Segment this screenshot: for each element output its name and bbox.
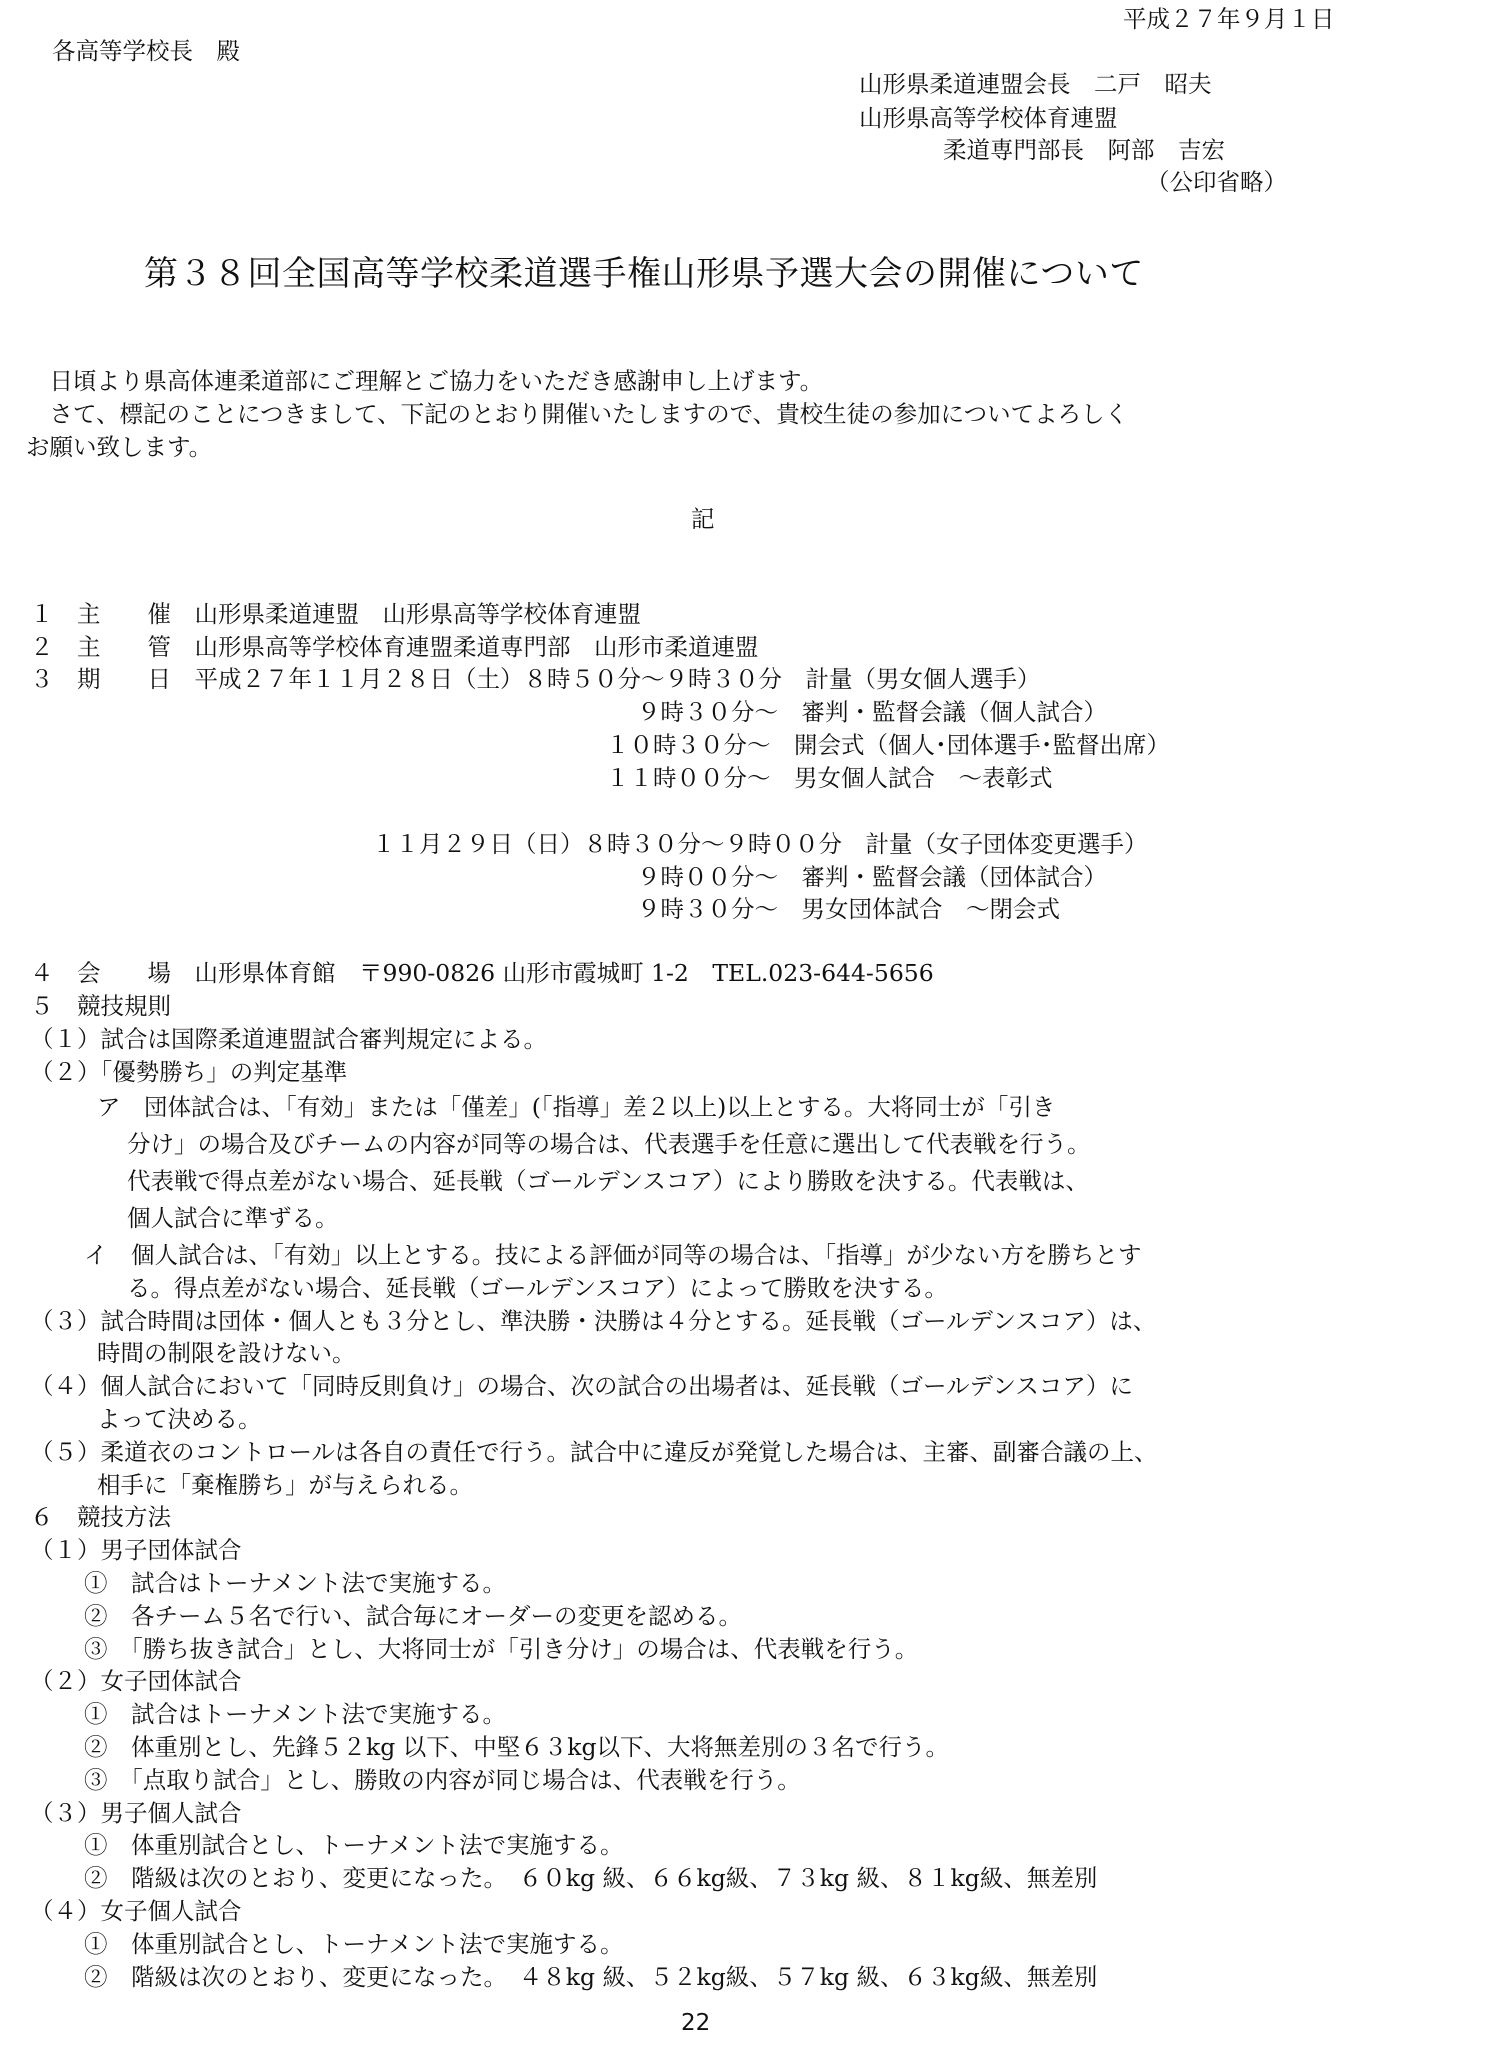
method-line: ② 階級は次のとおり、変更になった。 ４８kg 級、５２kg級、５７kg 級、６３kg級、無差別: [84, 1963, 1098, 1991]
ki-heading: 記: [691, 505, 715, 533]
rule-line: 相手に「棄権勝ち」が与えられる。: [97, 1471, 473, 1499]
rule-line: 個人試合に準ずる。: [127, 1204, 339, 1232]
sender-line-3: 柔道専門部長 阿部 吉宏: [943, 136, 1225, 164]
schedule-line: ９時３０分～ 男女団体試合 ～閉会式: [637, 895, 1060, 923]
rule-line: （１）試合は国際柔道連盟試合審判規定による。: [30, 1025, 547, 1053]
item-date: ３ 期 日 平成２７年１１月２８日（土）８時５０分～９時３０分 計量（男女個人選手）: [30, 665, 1041, 693]
item-venue: ４ 会 場 山形県体育館 〒990-0826 山形市霞城町 1-2 TEL.023-644-5656: [30, 959, 934, 987]
item-organizer: ２ 主 管 山形県高等学校体育連盟柔道専門部 山形市柔道連盟: [30, 633, 759, 661]
intro-line-1: 日頃より県高体連柔道部にご理解とご協力をいただき感謝申し上げます。: [26, 367, 824, 395]
method-heading: （２）女子団体試合: [30, 1667, 242, 1695]
addressee: 各高等学校長 殿: [52, 37, 240, 65]
sender-line-2: 山形県高等学校体育連盟: [859, 104, 1118, 132]
rule-line: （５）柔道衣のコントロールは各自の責任で行う。試合中に違反が発覚した場合は、主審、副審合議の上、: [30, 1438, 1158, 1466]
document-date: 平成２７年９月１日: [1123, 5, 1335, 33]
rule-line: イ 個人試合は、「有効」以上とする。技による評価が同等の場合は、「指導」が少ない方を勝ちとす: [84, 1241, 1142, 1269]
rule-line: ア 団体試合は、「有効」または「僅差」(「指導」差２以上)以上とする。大将同士が「引き: [97, 1093, 1056, 1121]
method-heading: （３）男子個人試合: [30, 1799, 242, 1827]
item-sponsor: １ 主 催 山形県柔道連盟 山形県高等学校体育連盟: [30, 600, 641, 628]
rule-line: （４）個人試合において「同時反則負け」の場合、次の試合の出場者は、延長戦（ゴールデンスコア）に: [30, 1372, 1133, 1400]
rule-line: （３）試合時間は団体・個人とも３分とし、準決勝・決勝は４分とする。延長戦（ゴールデンスコア）は、: [30, 1307, 1157, 1335]
method-line: ① 体重別試合とし、トーナメント法で実施する。: [84, 1930, 624, 1958]
method-heading: （１）男子団体試合: [30, 1536, 242, 1564]
method-line: ① 試合はトーナメント法で実施する。: [84, 1569, 507, 1597]
page-title: 第３８回全国高等学校柔道選手権山形県予選大会の開催について: [144, 254, 1144, 294]
schedule-line: ９時３０分～ 審判・監督会議（個人試合）: [637, 698, 1107, 726]
method-line: ① 試合はトーナメント法で実施する。: [84, 1700, 507, 1728]
method-line: ① 体重別試合とし、トーナメント法で実施する。: [84, 1831, 624, 1859]
intro-line-2: さて、標記のことにつきまして、下記のとおり開催いたしますので、貴校生徒の参加についてよろしく: [26, 400, 1129, 428]
schedule-line: １０時３０分～ 開会式（個人･団体選手･監督出席）: [606, 731, 1170, 759]
rule-line: る。得点差がない場合、延長戦（ゴールデンスコア）によって勝敗を決する。: [127, 1274, 948, 1302]
intro-line-3: お願い致します。: [26, 433, 213, 461]
method-line: ② 各チーム５名で行い、試合毎にオーダーの変更を認める。: [84, 1602, 742, 1630]
item-methods-heading: ６ 競技方法: [30, 1503, 171, 1531]
method-line: ② 体重別とし、先鋒５２kg 以下、中堅６３kg以下、大将無差別の３名で行う。: [84, 1733, 950, 1761]
sender-line-1: 山形県柔道連盟会長 二戸 昭夫: [859, 70, 1212, 98]
schedule-line: １１時００分～ 男女個人試合 ～表彰式: [606, 764, 1053, 792]
rule-line: よって決める。: [97, 1405, 262, 1433]
method-line: ② 階級は次のとおり、変更になった。 ６０kg 級、６６kg級、７３kg 級、８１kg級、無差別: [84, 1864, 1098, 1892]
schedule-line: １１月２９日（日）８時３０分～９時００分 計量（女子団体変更選手）: [372, 830, 1148, 858]
item-rules-heading: ５ 競技規則: [30, 992, 171, 1020]
rule-line: 時間の制限を設けない。: [97, 1339, 356, 1367]
method-heading: （４）女子個人試合: [30, 1897, 242, 1925]
rule-line: （２）「優勢勝ち」の判定基準: [30, 1058, 348, 1086]
method-line: ③ 「勝ち抜き試合」とし、大将同士が「引き分け」の場合は、代表戦を行う。: [84, 1635, 919, 1663]
schedule-line: ９時００分～ 審判・監督会議（団体試合）: [637, 863, 1107, 891]
rule-line: 分け」の場合及びチームの内容が同等の場合は、代表選手を任意に選出して代表戦を行う。: [127, 1130, 1091, 1158]
seal-note: （公印省略）: [1146, 168, 1287, 196]
rule-line: 代表戦で得点差がない場合、延長戦（ゴールデンスコア）により勝敗を決する。代表戦は、: [127, 1167, 1089, 1195]
page-number: 22: [681, 2010, 711, 2036]
method-line: ③ 「点取り試合」とし、勝敗の内容が同じ場合は、代表戦を行う。: [84, 1766, 801, 1794]
